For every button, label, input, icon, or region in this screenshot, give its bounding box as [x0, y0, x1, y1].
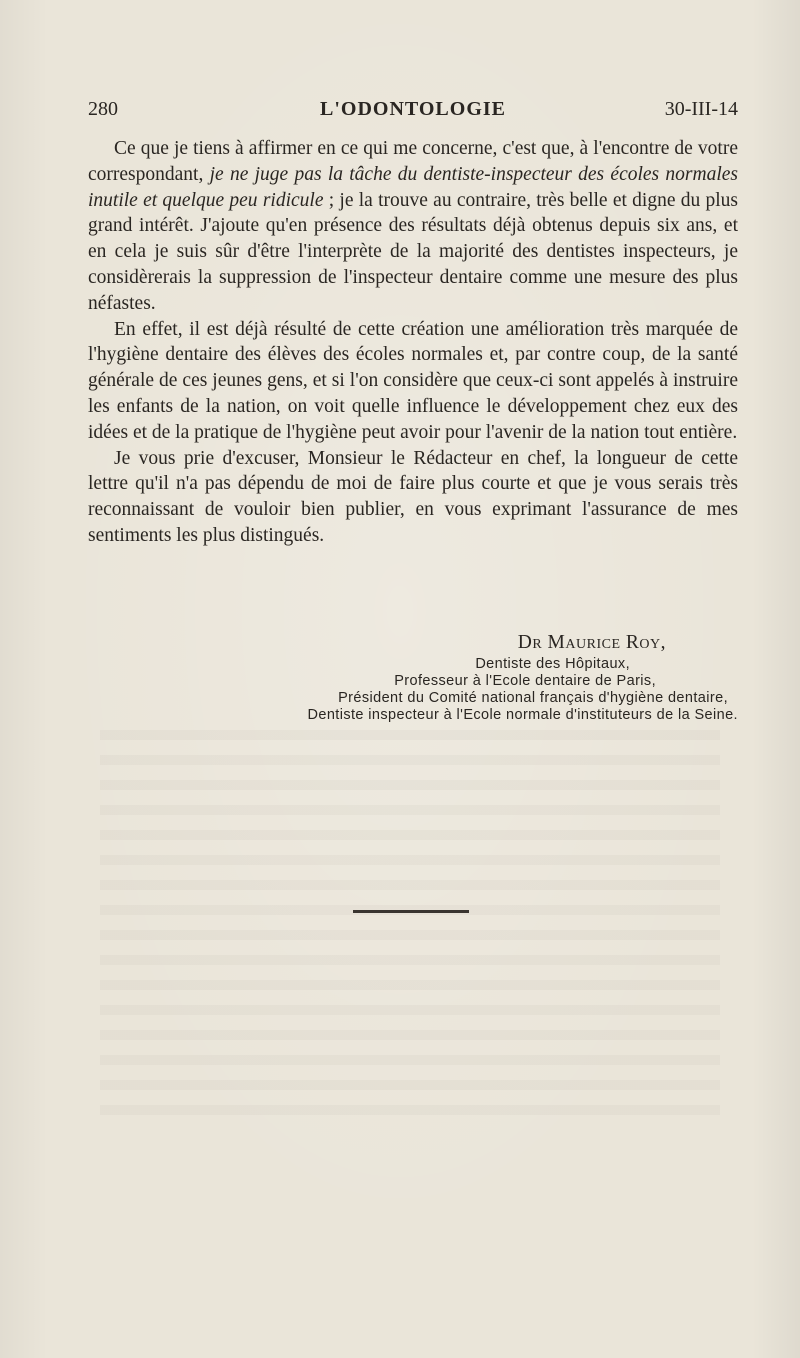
running-header — [88, 98, 738, 124]
signatory-title-3: Président du Comité national français d'hygiène dentaire, — [338, 690, 728, 706]
paragraph-3: Je vous prie d'excuser, Monsieur le Rédacteur en chef, la longueur de cette lettre qu'il n'a pas dépendu de moi de faire plus courte et que je vous serais très reconnaissant de vouloir bien publier, en vous exprimant l'assurance de mes sentiments les plus distingués. — [88, 447, 738, 546]
paragraph-1-start: Ce que je tiens à affirmer en ce qui me concerne, c'est que, à l'encontre de votre correspondant, — [88, 138, 738, 185]
section-divider — [353, 910, 469, 913]
paragraph-1 — [88, 136, 738, 317]
signatory-title-2: Professeur à l'Ecole dentaire de Paris, — [394, 673, 656, 689]
issue-date: 30-III-14 — [664, 98, 738, 120]
signature-block — [88, 630, 738, 724]
signatory-name: Dr Maurice Roy, — [517, 632, 666, 653]
signatory-title-4: Dentiste inspecteur à l'Ecole normale d'instituteurs de la Seine. — [307, 707, 738, 723]
journal-title: L'ODONTOLOGIE — [319, 98, 506, 120]
signatory-title-1: Dentiste des Hôpitaux, — [475, 656, 630, 672]
letter-body — [88, 136, 738, 549]
show-through-texture — [100, 730, 720, 1130]
paragraph-2: En effet, il est déjà résulté de cette création une amélioration très marquée de l'hygiène dentaire des élèves des écoles normales et, par contre coup, de la santé générale de ces jeunes gens, et si l'on considère que ceux-ci sont appelés à instruire les enfants de la nation, on voit quelle influence le développement chez eux des idées et de la pratique de l'hygiène peut avoir pour l'avenir de la nation tout entière. — [88, 318, 738, 443]
paragraph-1-end: ; je la trouve au contraire, très belle et digne du plus grand intérêt. J'ajoute qu'en présence des résultats déjà obtenus depuis six ans, et en cela je suis sûr d'être l'interprète de la majorité des dentistes inspecteurs, je considèrerais la suppression de l'inspecteur dentaire comme une mesure des plus néfastes. — [88, 189, 739, 314]
paragraph-1-quote: je ne juge pas la tâche du dentiste-inspecteur des écoles normales inutile et quelque peu ridicule — [88, 163, 738, 211]
page-number: 280 — [88, 98, 118, 120]
